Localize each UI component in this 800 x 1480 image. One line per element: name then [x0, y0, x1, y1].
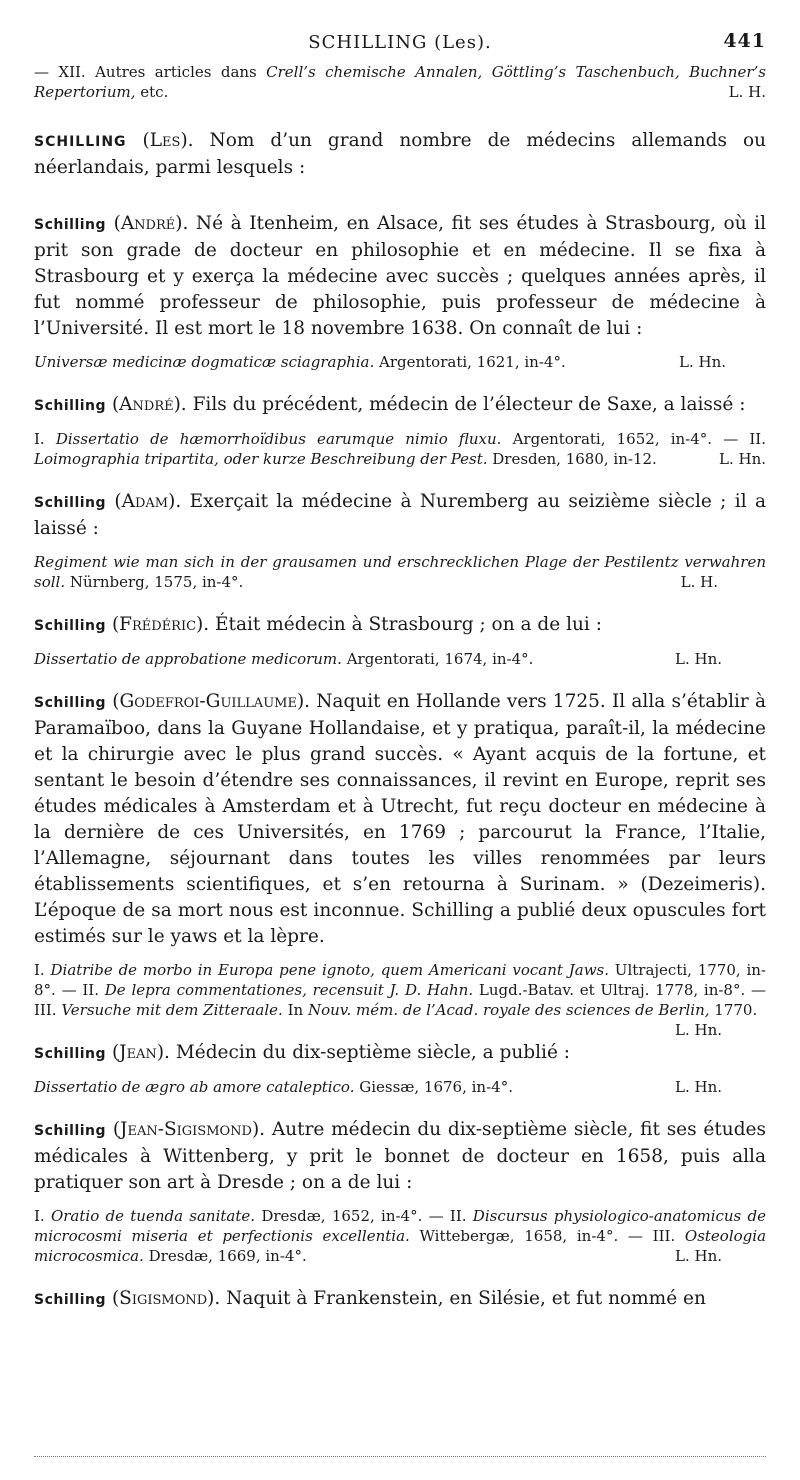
bibliography: I. Dissertatio de hæmorrhoïdibus earumque nimio fluxu. Argentorati, 1652, in-4°. — II. Loimographia tripartita, oder kurze Beschreibung der Pest. Dresden, 1680, in-12. L. Hn.	[34, 430, 766, 468]
qualifier: (André).	[113, 213, 189, 234]
author-signature: L. Hn.	[678, 353, 726, 371]
entry-schilling-les	[34, 128, 766, 181]
entry-paragraph: Schilling (Godefroi-Guillaume). Naquit en Hollande vers 1725. Il alla s’établir à Paramaïboo, dans la Guyane Hollandaise, et y pratiqua, paraît-il, la médecine et la chirurgie avec le plus grand succès. « Ayant acquis de la fortune, et sentant le besoin d’étendre ses connaissances, il revint en Europe, reprit ses études médicales à Amsterdam et à Utrecht, fut reçu docteur en médecine à la dernière de ces Universités, en 1769 ; parcourut la France, l’Italie, l’Allemagne, séjournant dans toutes les villes renommées par leurs établissements scientifiques, et s’en retourna à Surinam. » (Dezeimeris). L’époque de sa mort nous est inconnue. Schilling a publié deux opuscules fort estimés sur le yaws et la lèpre.	[34, 691, 766, 947]
author-signature: L. Hn.	[674, 650, 722, 668]
entry-paragraph: Schilling (Jean-Sigismond). Autre médecin du dix-septième siècle, fit ses études médicales à Wittenberg, y prit le bonnet de docteur en 1658, puis alla pratiquer son art à Dresde ; on a de lui :	[34, 1119, 766, 1193]
headword: Schilling	[34, 217, 107, 233]
author-signature: L. Hn.	[674, 1078, 722, 1096]
entry-schilling-jean	[34, 1040, 766, 1097]
entry-paragraph: Schilling (André). Fils du précédent, médecin de l’électeur de Saxe, a laissé :	[34, 394, 746, 415]
author-signature: L. Hn.	[674, 1021, 722, 1039]
running-title: SCHILLING (Les).	[308, 32, 492, 53]
entry-paragraph: Schilling (Jean). Médecin du dix-septième siècle, a publié :	[34, 1042, 571, 1063]
bibliography: I. Oratio de tuenda sanitate. Dresdæ, 1652, in-4°. — II. Discursus physiologico-anatomicus de microcosmi miseria et perfectionis excellentia. Wittebergæ, 1658, in-4°. — III. Osteologia microcosmica. Dresdæ, 1669, in-4°. L. Hn.	[34, 1207, 767, 1265]
page-number: 441	[723, 30, 766, 52]
entry-paragraph: Schilling (André). Né à Itenheim, en Alsace, fit ses études à Strasbourg, où il prit son grade de docteur en philosophie et en médecine. Il se fixa à Strasbourg et y exerça la médecine avec succès ; quelques années après, il fut nommé professeur de philosophie, puis professeur de médecine à l’Université. Il est mort le 18 novembre 1638. On connaît de lui :	[34, 213, 766, 339]
author-signature: L. H.	[680, 573, 718, 591]
bibliography: Universæ medicinæ dogmaticæ sciagraphia. Argentorati, 1621, in-4°. L. Hn.	[34, 353, 726, 371]
entry-schilling-jean-sigismond	[34, 1117, 766, 1266]
qualifier: (Jean).	[111, 1042, 170, 1063]
headword: Schilling	[34, 695, 107, 711]
entry-schilling-adam	[34, 489, 766, 592]
entry-paragraph: SCHILLING (Les). Nom d’un grand nombre de médecins allemands ou néerlandais, parmi lesquels :	[34, 130, 766, 178]
running-header	[34, 30, 766, 56]
entry-paragraph: Schilling (Frédéric). Était médecin à Strasbourg ; on a de lui :	[34, 614, 602, 635]
headword: SCHILLING	[34, 134, 127, 150]
qualifier: (Godefroi-Guillaume).	[112, 691, 311, 712]
continuation-paragraph: — XII. Autres articles dans Crell’s chemische Annalen, Göttling’s Taschenbuch, Buchner’s Repertorium, etc. L. H.	[34, 63, 766, 101]
headword: Schilling	[34, 1046, 107, 1062]
qualifier: (Adam).	[114, 491, 182, 512]
entry-paragraph: Schilling (Adam). Exerçait la médecine à Nuremberg au seizième siècle ; il a laissé :	[34, 491, 766, 539]
author-signature: L. Hn.	[718, 450, 766, 468]
page-footer-rule	[34, 1456, 766, 1458]
qualifier: (Frédéric).	[111, 614, 210, 635]
bibliography: Dissertatio de ægro ab amore cataleptico. Giessæ, 1676, in-4°. L. Hn.	[34, 1078, 722, 1096]
qualifier: (André).	[111, 394, 187, 415]
qualifier: (Sigismond).	[111, 1288, 221, 1309]
qualifier: (Les).	[142, 130, 194, 151]
qualifier: (Jean-Sigismond).	[112, 1119, 266, 1140]
entry-paragraph: Schilling (Sigismond). Naquit à Frankenstein, en Silésie, et fut nommé en	[34, 1288, 706, 1309]
author-signature: L. H.	[728, 83, 766, 101]
bibliography: Regiment wie man sich in der grausamen und erschrecklichen Plage der Pestilentz verwahren soll. Nürnberg, 1575, in-4°. L. H.	[34, 553, 766, 591]
bibliography: I. Diatribe de morbo in Europa pene ignoto, quem Americani vocant Jaws. Ultrajecti, 1770, in-8°. — II. De lepra commentationes, recensuit J. D. Hahn. Lugd.-Batav. et Ultraj. 1778, in-8°. — III. Versuche mit dem Zitteraale. In Nouv. mém. de l’Acad. royale des sciences de Berlin, 1770. L. Hn.	[34, 961, 767, 1039]
headword: Schilling	[34, 618, 107, 634]
entry-schilling-frederic	[34, 612, 766, 669]
headword: Schilling	[34, 1123, 107, 1139]
entry-schilling-andre-1	[34, 211, 766, 372]
entry-schilling-andre-2	[34, 392, 766, 469]
bibliography: Dissertatio de approbatione medicorum. Argentorati, 1674, in-4°. L. Hn.	[34, 650, 722, 668]
headword: Schilling	[34, 1292, 107, 1308]
author-signature: L. Hn.	[674, 1247, 722, 1265]
entry-schilling-godefroi-guillaume	[34, 689, 767, 1039]
entry-schilling-sigismond	[34, 1286, 766, 1313]
headword: Schilling	[34, 495, 107, 511]
headword: Schilling	[34, 398, 107, 414]
